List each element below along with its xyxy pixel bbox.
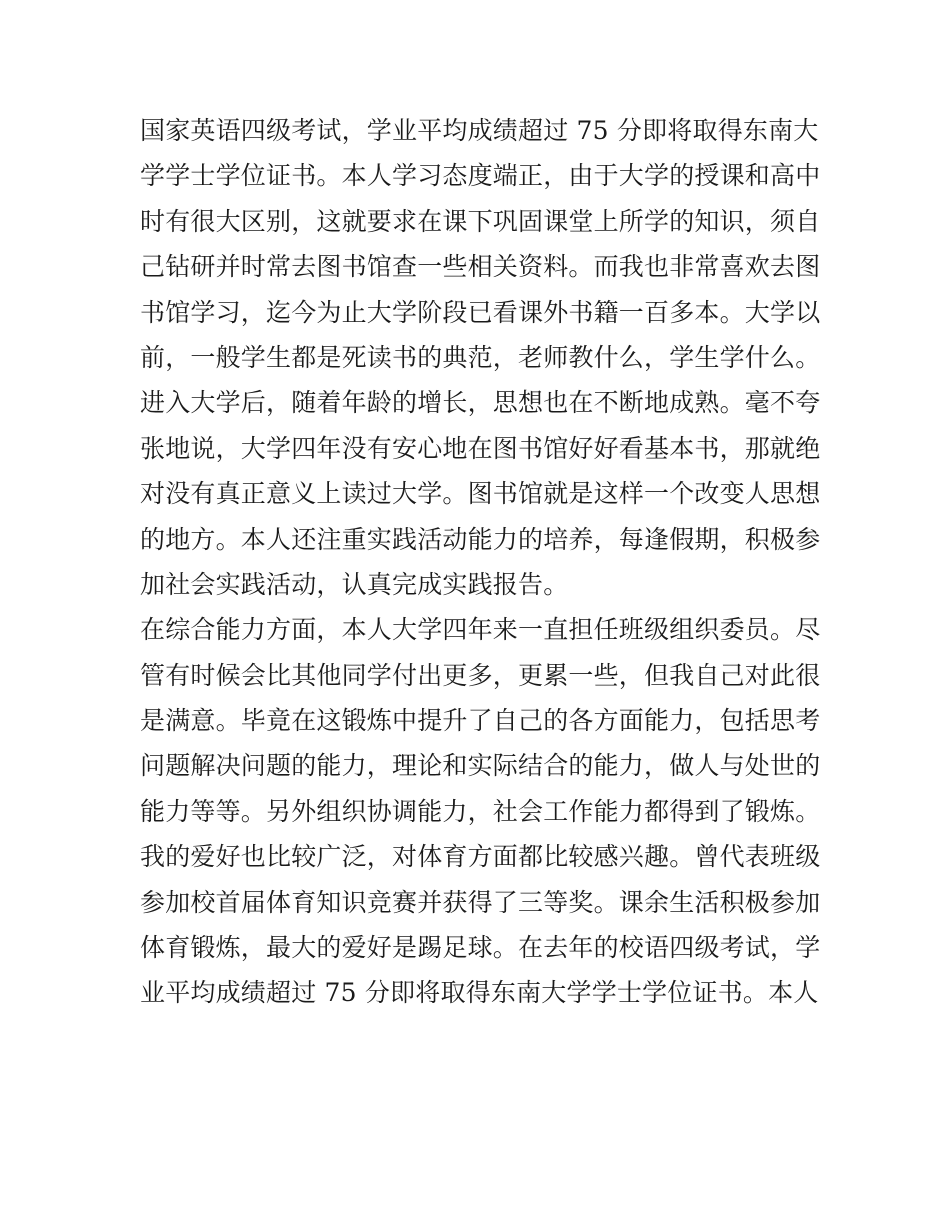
text-line: 是满意。毕竟在这锻炼中提升了自己的各方面能力，包括思考	[140, 706, 821, 736]
text-line: 参加校首届体育知识竞赛并获得了三等奖。课余生活积极参加	[140, 887, 821, 917]
body-text	[140, 108, 820, 1016]
text-line: 进入大学后，随着年龄的增长，思想也在不断地成熟。毫不夸	[140, 388, 821, 418]
text-line: 我的爱好也比较广泛，对体育方面都比较感兴趣。曾代表班级	[140, 842, 821, 872]
text-line: 时有很大区别，这就要求在课下巩固课堂上所学的知识，须自	[140, 206, 821, 236]
text-line: 体育锻炼，最大的爱好是踢足球。在去年的校语四级考试，学	[140, 933, 821, 963]
text-line: 书馆学习，迄今为止大学阶段已看课外书籍一百多本。大学以	[140, 297, 821, 327]
text-line: 的地方。本人还注重实践活动能力的培养，每逢假期，积极参	[140, 524, 821, 554]
text-line: 己钻研并时常去图书馆查一些相关资料。而我也非常喜欢去图	[140, 252, 821, 282]
text-line: 业平均成绩超过 75 分即将取得东南大学学士学位证书。本人	[140, 978, 819, 1008]
text-line: 问题解决问题的能力，理论和实际结合的能力，做人与处世的	[140, 751, 821, 781]
text-line: 张地说，大学四年没有安心地在图书馆好好看基本书，那就绝	[140, 433, 821, 463]
text-line: 能力等等。另外组织协调能力，社会工作能力都得到了锻炼。	[140, 796, 821, 826]
text-line: 国家英语四级考试，学业平均成绩超过 75 分即将取得东南大	[140, 116, 819, 145]
text-line: 对没有真正意义上读过大学。图书馆就是这样一个改变人思想	[140, 479, 821, 509]
text-line: 前，一般学生都是死读书的典范，老师教什么，学生学什么。	[140, 342, 821, 372]
text-line: 加社会实践活动，认真完成实践报告。	[140, 569, 569, 599]
text-line: 学学士学位证书。本人学习态度端正，由于大学的授课和高中	[140, 161, 821, 191]
text-line: 在综合能力方面，本人大学四年来一直担任班级组织委员。尽	[140, 615, 821, 645]
text-line: 管有时候会比其他同学付出更多，更累一些，但我自己对此很	[140, 660, 821, 690]
